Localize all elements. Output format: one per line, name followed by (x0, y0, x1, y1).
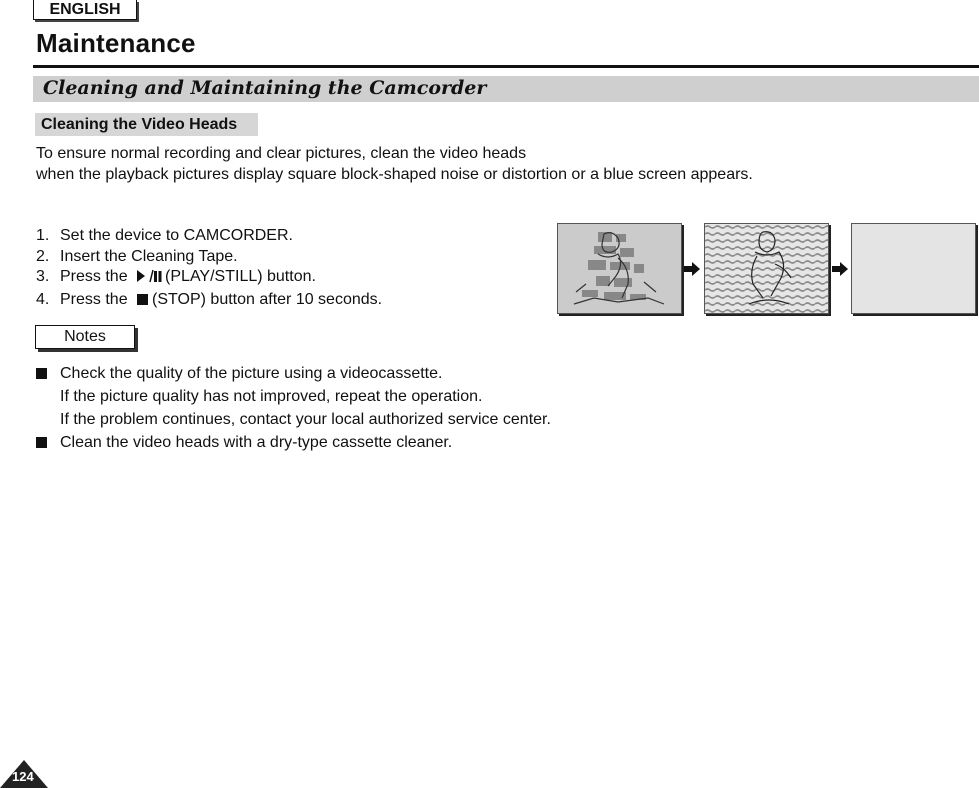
step-number: 3. (36, 268, 50, 285)
step-item (36, 290, 382, 313)
step-text: (STOP) button after 10 seconds. (152, 290, 383, 308)
step-text: Insert the Cleaning Tape. (60, 247, 238, 265)
note-item (36, 362, 551, 431)
distortion-screen (704, 223, 829, 314)
step-item (36, 267, 382, 290)
note-line: If the problem continues, contact your local authorized service center. (60, 411, 551, 428)
step-number: 1. (36, 227, 50, 244)
bullet-square-icon (36, 437, 47, 448)
block-noise-screen (557, 223, 682, 314)
step-item (36, 226, 382, 247)
note-line: Clean the video heads with a dry-type cassette cleaner. (60, 434, 453, 451)
step-number: 2. (36, 247, 50, 265)
subsection-title: Cleaning the Video Heads (41, 116, 238, 133)
bullet-square-icon (36, 368, 47, 379)
step-text: Press the (60, 268, 128, 285)
title-divider (33, 65, 979, 68)
notes-label: Notes (35, 325, 135, 349)
intro-line: To ensure normal recording and clear pictures, clean the video heads (36, 145, 527, 162)
right-arrow-icon (832, 262, 848, 276)
stop-icon (136, 292, 149, 313)
intro-paragraph (36, 143, 753, 185)
steps-list (36, 226, 382, 312)
step-text: (PLAY/STILL) button. (165, 268, 316, 285)
page-number-badge (0, 758, 50, 788)
page-number: 124 (12, 769, 34, 784)
note-line: Check the quality of the picture using a videocassette. (60, 365, 443, 382)
right-arrow-icon (684, 262, 700, 276)
blue-screen (851, 223, 976, 314)
step-text: Press the (60, 290, 128, 308)
step-text: Set the device to CAMCORDER. (60, 227, 293, 244)
page-title: Maintenance (36, 28, 196, 58)
notes-list (36, 362, 551, 454)
step-item (36, 247, 382, 268)
intro-line: when the playback pictures display square block-shaped noise or distortion or a blue screen appears. (36, 166, 753, 183)
play-still-icon (136, 269, 162, 290)
note-line: If the picture quality has not improved, repeat the operation. (60, 388, 483, 405)
step-number: 4. (36, 290, 50, 308)
language-tab: ENGLISH (33, 0, 137, 20)
section-title: Cleaning and Maintaining the Camcorder (43, 77, 487, 99)
note-item (36, 431, 551, 454)
